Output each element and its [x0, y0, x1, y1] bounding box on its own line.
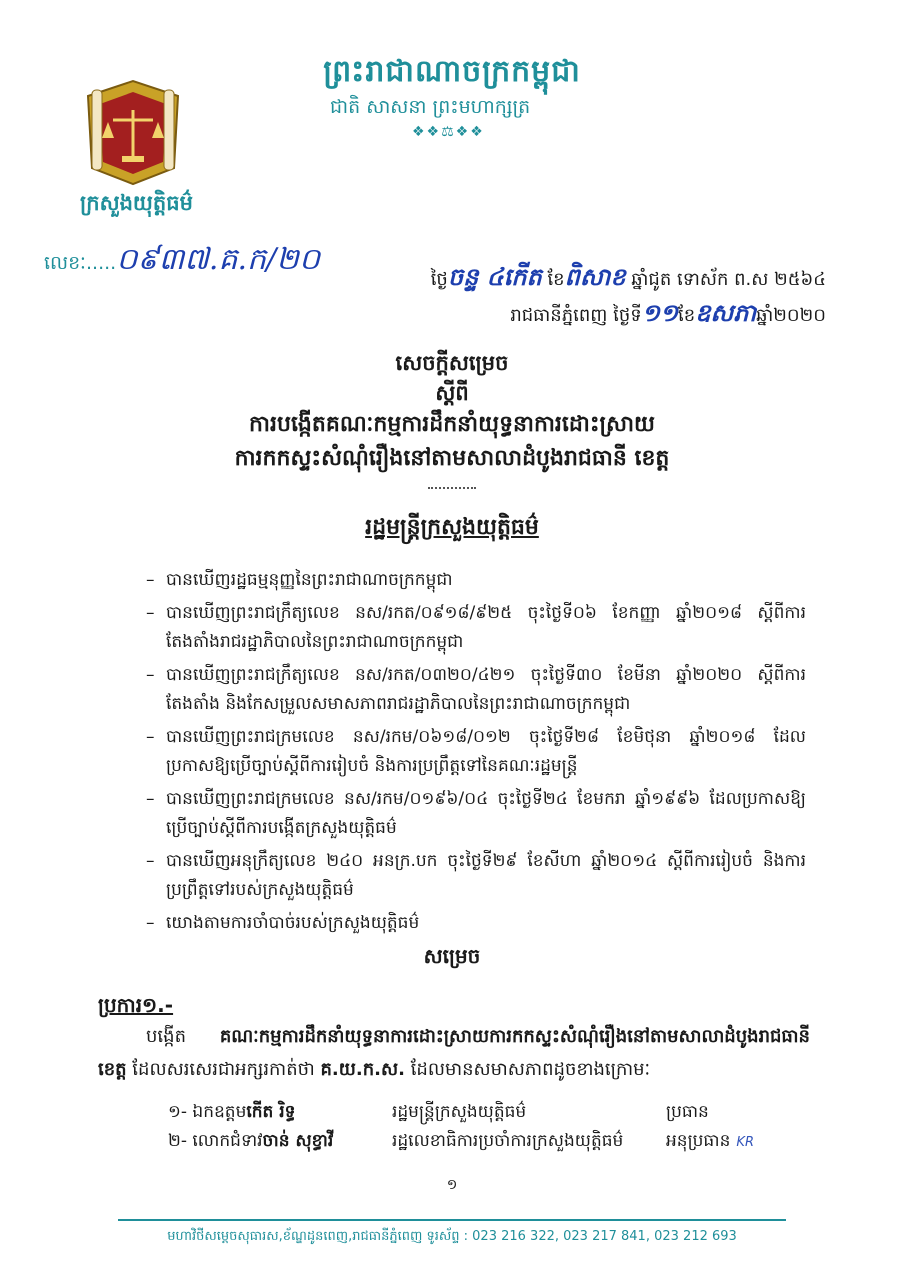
consideration-item: – បានឃើញអនុក្រឹត្យលេខ ២៤០ អនក្រ.បក ចុះថ្ងៃទី២៩ ខែសីហា ឆ្នាំ២០១៤ ស្ដីពីការរៀបចំ និងការប្រព្រឹត្តទៅរបស់ក្រសួងយុត្តិធម៌ [146, 847, 806, 905]
ministry-name: ក្រសួងយុត្តិធម៌ [80, 191, 193, 215]
article-1-mid: ដែលសរសេរជាអក្សរកាត់ថា [126, 1059, 321, 1080]
document-number-label: លេខៈ [44, 252, 86, 274]
lunar-date-month: ពិសាខ [564, 263, 626, 291]
lunar-date-month-label: ខែ [541, 269, 565, 290]
footer-divider [118, 1219, 786, 1221]
decide-heading: សម្រេច [423, 944, 481, 968]
solar-date-day: ១១ [641, 299, 679, 327]
solar-date-month-label: ខែ [678, 305, 696, 326]
footer-address: មហាវិថីសម្ដេចសុធារស,ខ័ណ្ឌដូនពេញ,រាជធានីភ្នំពេញ ទូរស័ព្ទ : 023 216 322, 023 217 841, 023 212 693 [167, 1229, 737, 1244]
subject-line-2: ការកកស្ទះសំណុំរឿងនៅតាមសាលាដំបូងរាជធានី ខេត្ត [234, 446, 670, 471]
on-label: ស្ដីពី [435, 381, 469, 405]
divider [428, 487, 476, 489]
ministry-emblem-icon [78, 76, 188, 188]
national-motto: ជាតិ សាសនា ព្រះមហាក្សត្រ [330, 96, 531, 118]
consideration-item: – យោងតាមការចាំបាច់របស់ក្រសួងយុត្តិធម៌ [146, 909, 806, 938]
minister-heading: រដ្ឋមន្ត្រីក្រសួងយុត្តិធម៌ [365, 515, 539, 540]
member-row [168, 1130, 754, 1155]
article-1-prefix: បង្កើត [146, 1026, 220, 1047]
handwritten-initials: KR [736, 1135, 754, 1150]
member-title: ២- លោកជំទាវ [168, 1131, 263, 1151]
document-number: លេខៈ.....០៩៣៧.គ.ក/២០ [44, 242, 321, 277]
consideration-item: – បានឃើញព្រះរាជក្រមលេខ នស/រកម/០១៩៦/០៤ ចុះថ្ងៃទី២៤ ខែមករា ឆ្នាំ១៩៩៦ ដែលប្រកាសឱ្យប្រើច្បាប់ស្ដីពីការបង្កើតក្រសួងយុត្តិធម៌ [146, 785, 806, 843]
member-title: ១- ឯកឧត្ដម [168, 1102, 247, 1122]
subject-line-1: ការបង្កើតគណៈកម្មការដឹកនាំយុទ្ធនាការដោះស្រាយ [249, 412, 655, 437]
solar-date-prefix: រាជធានីភ្នំពេញ ថ្ងៃទី [510, 305, 642, 326]
consideration-item: – បានឃើញរដ្ឋធម្មនុញ្ញនៃព្រះរាជាណាចក្រកម្ពុជា [146, 566, 806, 595]
header-ornament: ❖❖⚖❖❖ [412, 124, 485, 140]
member-position: រដ្ឋមន្ត្រីក្រសួងយុត្តិធម៌ [392, 1102, 527, 1122]
considerations-list [146, 566, 806, 942]
member-position: រដ្ឋលេខាធិការប្រចាំការក្រសួងយុត្តិធម៌ [392, 1131, 624, 1151]
kingdom-title: ព្រះរាជាណាចក្រកម្ពុជា [323, 54, 581, 89]
solar-date-year: ឆ្នាំ២០២០ [756, 305, 826, 326]
consideration-item: – បានឃើញព្រះរាជក្រឹត្យលេខ នស/រកត/០៣២០/៤២១ ចុះថ្ងៃទី៣០ ខែមីនា ឆ្នាំ២០២០ ស្ដីពីការតែងតាំង និងកែសម្រួលសមាសភាពរាជរដ្ឋាភិបាលនៃព្រះរាជាណាចក្រកម្ពុជា [146, 661, 806, 719]
article-1-body [98, 1020, 810, 1086]
consideration-item: – បានឃើញព្រះរាជក្រឹត្យលេខ នស/រកត/០៩១៨/៩២៥ ចុះថ្ងៃទី០៦ ខែកញ្ញា ឆ្នាំ២០១៨ ស្ដីពីការតែងតាំងរាជរដ្ឋាភិបាលនៃព្រះរាជាណាចក្រកម្ពុជា [146, 599, 806, 657]
article-1-suffix: ដែលមានសមាសភាពដូចខាងក្រោមៈ [404, 1059, 651, 1080]
committee-name: គណៈកម្មការដឹកនាំយុទ្ធនាការដោះស្រាយការកកស្ទះសំណុំរឿងនៅតាមសាលាដំបូងរាជធានី ខេត្ត [98, 1026, 810, 1080]
article-1-title: ប្រការ១.- [98, 993, 174, 1017]
member-name: ចាន់ សុខ្ធាវី [262, 1131, 334, 1151]
lunar-date [431, 262, 826, 297]
member-role: ប្រធាន [666, 1102, 709, 1122]
page-number: ១ [446, 1177, 458, 1193]
consideration-item: – បានឃើញព្រះរាជក្រមលេខ នស/រកម/០៦១៨/០១២ ចុះថ្ងៃទី២៨ ខែមិថុនា ឆ្នាំ២០១៨ ដែលប្រកាសឱ្យប្រើច្បាប់ស្ដីពីការរៀបចំ និងការប្រព្រឹត្តទៅនៃគណៈរដ្ឋមន្ត្រី [146, 723, 806, 781]
decision-title: សេចក្ដីសម្រេច [395, 351, 509, 375]
lunar-date-prefix: ថ្ងៃ [430, 269, 448, 290]
solar-date-month: ឧសភា [695, 299, 757, 327]
member-name: កើត រិទ្ធ [246, 1102, 296, 1122]
member-role: អនុប្រធាន [666, 1131, 731, 1151]
solar-date [510, 298, 826, 333]
document-number-value: ០៩៣៧.គ.ក/២០ [116, 242, 321, 277]
lunar-date-year: ឆ្នាំជូត ទោស័ក ព.ស ២៥៦៤ [625, 269, 826, 290]
lunar-date-day: ចន្ទ ៤កើត [447, 263, 542, 291]
member-row [168, 1101, 709, 1126]
committee-abbreviation: គ.យ.ក.ស. [320, 1059, 405, 1080]
